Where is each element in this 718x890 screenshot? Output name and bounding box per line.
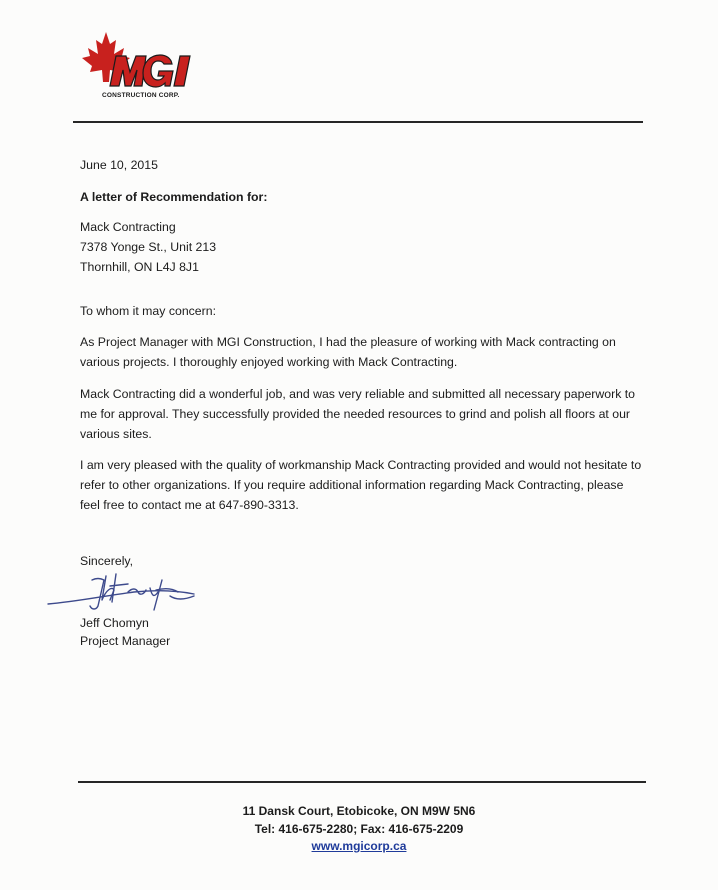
paragraph-3-line-3: feel free to contact me at 647-890-3313. xyxy=(80,498,299,512)
header-divider xyxy=(73,121,643,123)
paragraph-3-line-1: I am very pleased with the quality of workmanship Mack Contracting provided and would not hesitate to xyxy=(80,458,642,472)
letter-subject: A letter of Recommendation for: xyxy=(80,190,268,204)
recipient-name: Mack Contracting xyxy=(80,220,176,234)
recipient-street: 7378 Yonge St., Unit 213 xyxy=(80,240,217,254)
mgi-logo xyxy=(80,30,205,105)
maple-leaf-logo-icon xyxy=(80,30,205,92)
letter-date: June 10, 2015 xyxy=(80,158,158,172)
paragraph-2-line-2: me for approval. They successfully provided the needed resources to grind and polish all floors at our xyxy=(80,407,631,421)
handwritten-signature xyxy=(44,566,214,616)
paragraph-1-line-1: As Project Manager with MGI Construction, I had the pleasure of working with Mack contracting on xyxy=(80,335,616,349)
paragraph-2-line-1: Mack Contracting did a wonderful job, and was very reliable and submitted all necessary paperwork to xyxy=(80,387,636,401)
salutation: To whom it may concern: xyxy=(80,304,216,318)
footer-address: 11 Dansk Court, Etobicoke, ON M9W 5N6 xyxy=(242,804,476,818)
signer-name: Jeff Chomyn xyxy=(80,616,149,630)
footer-phone-fax: Tel: 416-675-2280; Fax: 416-675-2209 xyxy=(254,822,464,836)
paragraph-1-line-2: various projects. I thoroughly enjoyed working with Mack Contracting. xyxy=(80,355,458,369)
paragraph-3-line-2: refer to other organizations. If you require additional information regarding Mack Contracting, please xyxy=(80,478,624,492)
signer-title: Project Manager xyxy=(80,634,171,648)
footer-divider xyxy=(78,781,646,783)
logo-subtitle: CONSTRUCTION CORP. xyxy=(102,92,180,99)
closing: Sincerely, xyxy=(80,554,134,568)
footer-website-link[interactable]: www.mgicorp.ca xyxy=(311,839,407,853)
recipient-city: Thornhill, ON L4J 8J1 xyxy=(80,260,199,274)
paragraph-2-line-3: various sites. xyxy=(80,427,152,441)
